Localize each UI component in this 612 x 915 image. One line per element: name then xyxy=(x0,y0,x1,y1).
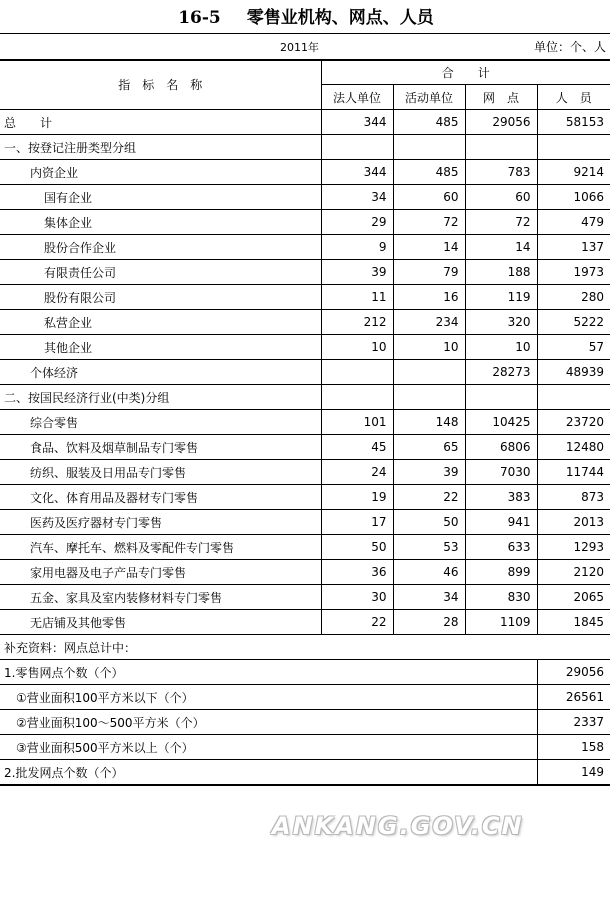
table-row xyxy=(0,610,610,635)
cell-legal: 36 xyxy=(321,560,393,585)
cell-outlets: 72 xyxy=(465,210,537,235)
cell-active: 79 xyxy=(393,260,465,285)
row-label: 股份合作企业 xyxy=(0,235,321,260)
cell-legal: 11 xyxy=(321,285,393,310)
header-indicator: 指 标 名 称 xyxy=(0,60,321,110)
cell-persons: 48939 xyxy=(537,360,610,385)
supplement-value: 29056 xyxy=(537,660,610,685)
cell-active: 65 xyxy=(393,435,465,460)
table-number: 16-5 xyxy=(178,8,221,28)
cell-persons: 137 xyxy=(537,235,610,260)
row-label: 个体经济 xyxy=(0,360,321,385)
row-label: 纺织、服装及日用品专门零售 xyxy=(0,460,321,485)
cell-persons: 58153 xyxy=(537,110,610,135)
table-row xyxy=(0,460,610,485)
cell-active xyxy=(393,385,465,410)
cell-legal xyxy=(321,135,393,160)
cell-outlets xyxy=(465,135,537,160)
cell-persons: 2013 xyxy=(537,510,610,535)
cell-outlets: 899 xyxy=(465,560,537,585)
cell-legal: 101 xyxy=(321,410,393,435)
cell-legal: 29 xyxy=(321,210,393,235)
row-label: 文化、体育用品及器材专门零售 xyxy=(0,485,321,510)
cell-persons xyxy=(537,135,610,160)
cell-outlets: 1109 xyxy=(465,610,537,635)
supplement-label: 2.批发网点个数（个） xyxy=(0,760,537,786)
table-row xyxy=(0,410,610,435)
supplement-row xyxy=(0,660,610,685)
cell-active: 39 xyxy=(393,460,465,485)
cell-outlets: 119 xyxy=(465,285,537,310)
cell-outlets: 29056 xyxy=(465,110,537,135)
table-row xyxy=(0,560,610,585)
retail-table xyxy=(0,59,610,786)
supplement-row xyxy=(0,735,610,760)
cell-persons: 1066 xyxy=(537,185,610,210)
supplement-label: 1.零售网点个数（个） xyxy=(0,660,537,685)
supplement-row xyxy=(0,760,610,786)
cell-persons: 479 xyxy=(537,210,610,235)
cell-persons xyxy=(537,385,610,410)
cell-active xyxy=(393,135,465,160)
row-label: 总 计 xyxy=(0,110,321,135)
row-label: 股份有限公司 xyxy=(0,285,321,310)
header-row-1 xyxy=(0,60,610,85)
cell-persons: 57 xyxy=(537,335,610,360)
table-row xyxy=(0,235,610,260)
cell-active: 28 xyxy=(393,610,465,635)
table-row xyxy=(0,310,610,335)
supplement-value: 158 xyxy=(537,735,610,760)
cell-active: 148 xyxy=(393,410,465,435)
cell-active: 22 xyxy=(393,485,465,510)
cell-persons: 5222 xyxy=(537,310,610,335)
cell-outlets: 10425 xyxy=(465,410,537,435)
table-row xyxy=(0,335,610,360)
cell-persons: 2065 xyxy=(537,585,610,610)
row-label: 医药及医疗器材专门零售 xyxy=(0,510,321,535)
cell-outlets: 320 xyxy=(465,310,537,335)
table-row xyxy=(0,260,610,285)
cell-legal: 24 xyxy=(321,460,393,485)
cell-outlets: 6806 xyxy=(465,435,537,460)
year-label: 2011年 xyxy=(280,41,319,54)
site-watermark: ANKANG.GOV.CN xyxy=(272,812,524,840)
cell-persons: 2120 xyxy=(537,560,610,585)
cell-active: 234 xyxy=(393,310,465,335)
header-group: 合 计 xyxy=(321,60,610,85)
supplement-value: 26561 xyxy=(537,685,610,710)
cell-legal: 45 xyxy=(321,435,393,460)
supplement-title: 补充资料：网点总计中： xyxy=(0,635,610,660)
row-label: 其他企业 xyxy=(0,335,321,360)
cell-persons: 1293 xyxy=(537,535,610,560)
cell-active xyxy=(393,360,465,385)
cell-persons: 23720 xyxy=(537,410,610,435)
cell-persons: 1973 xyxy=(537,260,610,285)
cell-persons: 12480 xyxy=(537,435,610,460)
cell-active: 485 xyxy=(393,160,465,185)
cell-outlets: 383 xyxy=(465,485,537,510)
table-row xyxy=(0,510,610,535)
cell-persons: 1845 xyxy=(537,610,610,635)
cell-legal: 34 xyxy=(321,185,393,210)
cell-legal: 344 xyxy=(321,160,393,185)
cell-active: 16 xyxy=(393,285,465,310)
cell-outlets: 60 xyxy=(465,185,537,210)
cell-legal: 50 xyxy=(321,535,393,560)
table-row xyxy=(0,585,610,610)
supplement-title-row xyxy=(0,635,610,660)
page-title xyxy=(0,0,612,34)
meta-line xyxy=(0,33,610,61)
cell-legal: 19 xyxy=(321,485,393,510)
cell-active: 60 xyxy=(393,185,465,210)
cell-outlets: 783 xyxy=(465,160,537,185)
table-row xyxy=(0,135,610,160)
row-label: 集体企业 xyxy=(0,210,321,235)
table-row xyxy=(0,210,610,235)
table-row xyxy=(0,435,610,460)
supplement-value: 2337 xyxy=(537,710,610,735)
cell-persons: 873 xyxy=(537,485,610,510)
cell-outlets: 7030 xyxy=(465,460,537,485)
cell-outlets: 633 xyxy=(465,535,537,560)
cell-persons: 9214 xyxy=(537,160,610,185)
row-label: 综合零售 xyxy=(0,410,321,435)
cell-outlets: 28273 xyxy=(465,360,537,385)
header-col-outlets: 网 点 xyxy=(465,85,537,110)
table-row xyxy=(0,110,610,135)
cell-outlets: 941 xyxy=(465,510,537,535)
header-col-persons: 人 员 xyxy=(537,85,610,110)
row-label: 食品、饮料及烟草制品专门零售 xyxy=(0,435,321,460)
supplement-label: ①营业面积100平方米以下（个） xyxy=(0,685,537,710)
cell-persons: 11744 xyxy=(537,460,610,485)
cell-legal: 22 xyxy=(321,610,393,635)
cell-active: 485 xyxy=(393,110,465,135)
row-label: 内资企业 xyxy=(0,160,321,185)
cell-legal: 17 xyxy=(321,510,393,535)
supplement-value: 149 xyxy=(537,760,610,786)
table-row xyxy=(0,360,610,385)
cell-active: 46 xyxy=(393,560,465,585)
row-label: 一、按登记注册类型分组 xyxy=(0,135,321,160)
header-col-legal: 法人单位 xyxy=(321,85,393,110)
cell-outlets: 14 xyxy=(465,235,537,260)
cell-legal: 9 xyxy=(321,235,393,260)
row-label: 五金、家具及室内装修材料专门零售 xyxy=(0,585,321,610)
supplement-label: ②营业面积100～500平方米（个） xyxy=(0,710,537,735)
supplement-row xyxy=(0,685,610,710)
row-label: 家用电器及电子产品专门零售 xyxy=(0,560,321,585)
cell-legal xyxy=(321,385,393,410)
table-row xyxy=(0,535,610,560)
table-row xyxy=(0,285,610,310)
cell-legal: 344 xyxy=(321,110,393,135)
cell-legal: 39 xyxy=(321,260,393,285)
cell-outlets: 10 xyxy=(465,335,537,360)
supplement-row xyxy=(0,710,610,735)
cell-active: 53 xyxy=(393,535,465,560)
table-row xyxy=(0,185,610,210)
row-label: 二、按国民经济行业(中类)分组 xyxy=(0,385,321,410)
cell-legal xyxy=(321,360,393,385)
row-label: 国有企业 xyxy=(0,185,321,210)
cell-legal: 30 xyxy=(321,585,393,610)
cell-active: 14 xyxy=(393,235,465,260)
cell-active: 50 xyxy=(393,510,465,535)
row-label: 私营企业 xyxy=(0,310,321,335)
cell-legal: 212 xyxy=(321,310,393,335)
cell-outlets xyxy=(465,385,537,410)
table-row xyxy=(0,385,610,410)
unit-label: 单位：个、人 xyxy=(533,40,606,54)
table-row xyxy=(0,160,610,185)
row-label: 汽车、摩托车、燃料及零配件专门零售 xyxy=(0,535,321,560)
row-label: 无店铺及其他零售 xyxy=(0,610,321,635)
cell-outlets: 188 xyxy=(465,260,537,285)
cell-active: 72 xyxy=(393,210,465,235)
table-title: 零售业机构、网点、人员 xyxy=(246,8,434,28)
cell-legal: 10 xyxy=(321,335,393,360)
cell-persons: 280 xyxy=(537,285,610,310)
header-col-active: 活动单位 xyxy=(393,85,465,110)
cell-outlets: 830 xyxy=(465,585,537,610)
cell-active: 10 xyxy=(393,335,465,360)
row-label: 有限责任公司 xyxy=(0,260,321,285)
cell-active: 34 xyxy=(393,585,465,610)
supplement-label: ③营业面积500平方米以上（个） xyxy=(0,735,537,760)
table-row xyxy=(0,485,610,510)
